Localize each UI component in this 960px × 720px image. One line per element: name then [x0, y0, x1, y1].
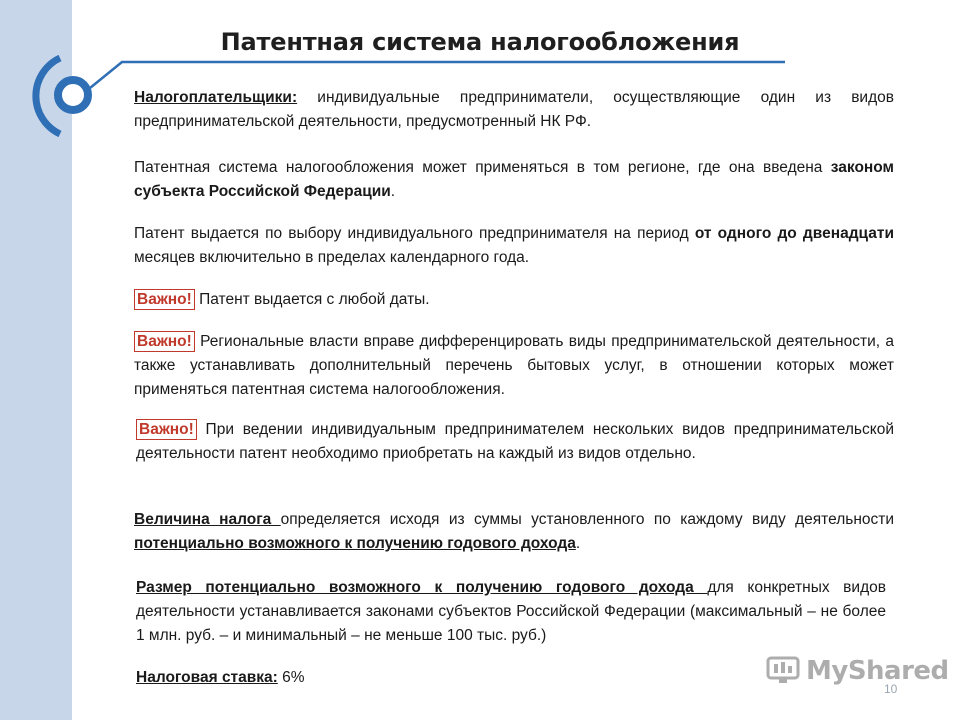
important-date-paragraph — [134, 288, 894, 312]
page-number: 10 — [884, 682, 898, 696]
region-text: Патентная система налогообложения может применяться в том регионе, где она введена — [134, 159, 831, 176]
tax-rate-value: 6% — [277, 669, 305, 686]
taxpayers-text: индивидуальные предприниматели, осуществляющие один из видов предпринимательской деятельности, предусмотренный НК РФ. — [134, 89, 894, 130]
title-underline — [90, 62, 785, 88]
ring-icon — [58, 80, 88, 110]
income-size-paragraph — [136, 576, 886, 648]
region-end: . — [390, 183, 396, 200]
watermark-text: MyShared — [806, 656, 949, 686]
tax-amount-paragraph — [134, 508, 894, 556]
watermark — [766, 656, 949, 686]
taxpayers-paragraph — [134, 86, 894, 134]
income-size-label: Размер потенциально возможного к получению годового дохода — [136, 579, 708, 596]
region-paragraph — [134, 156, 894, 204]
period-paragraph — [134, 222, 894, 270]
important-multiple-paragraph — [136, 418, 894, 466]
important-badge: Важно! — [134, 331, 195, 352]
tax-rate-paragraph — [136, 666, 536, 690]
tax-amount-bold: потенциально возможного к получению годового дохода — [134, 535, 576, 552]
monitor-icon — [766, 656, 800, 686]
important-badge: Важно! — [136, 419, 197, 440]
period-end: месяцев включительно в пределах календарного года. — [134, 249, 530, 266]
taxpayers-label: Налогоплательщики: — [134, 89, 298, 106]
tax-amount-label: Величина налога — [134, 511, 281, 528]
page-title: Патентная система налогообложения — [220, 28, 740, 56]
important-date-text: Патент выдается с любой даты. — [194, 291, 430, 308]
important-multiple-text: При ведении индивидуальным предпринимателем нескольких видов предпринимательской деятельности патент необходимо приобретать на каждый из видов отдельно. — [136, 421, 894, 462]
tax-amount-text: определяется исходя из суммы установленного по каждому виду деятельности — [280, 511, 895, 528]
important-regional-text: Региональные власти вправе дифференцировать виды предпринимательской деятельности, а также устанавливать дополнительный перечень бытовых услуг, в отношении которых может применяться патентная система налогообложения. — [134, 333, 894, 398]
period-text: Патент выдается по выбору индивидуального предпринимателя на период — [134, 225, 695, 242]
income-size-text: для конкретных видов деятельности устанавливается законами субъектов Российской Федерации (максимальный – не более 1 млн. руб. – и минимальный – не меньше 100 тыс. руб.) — [136, 579, 886, 644]
period-bold: от одного до двенадцати — [694, 225, 894, 242]
important-badge: Важно! — [134, 289, 195, 310]
tax-rate-label: Налоговая ставка: — [136, 669, 278, 686]
region-bold: законом субъекта Российской Федерации — [134, 159, 894, 200]
tax-amount-end: . — [575, 535, 581, 552]
important-regional-paragraph — [134, 330, 894, 402]
